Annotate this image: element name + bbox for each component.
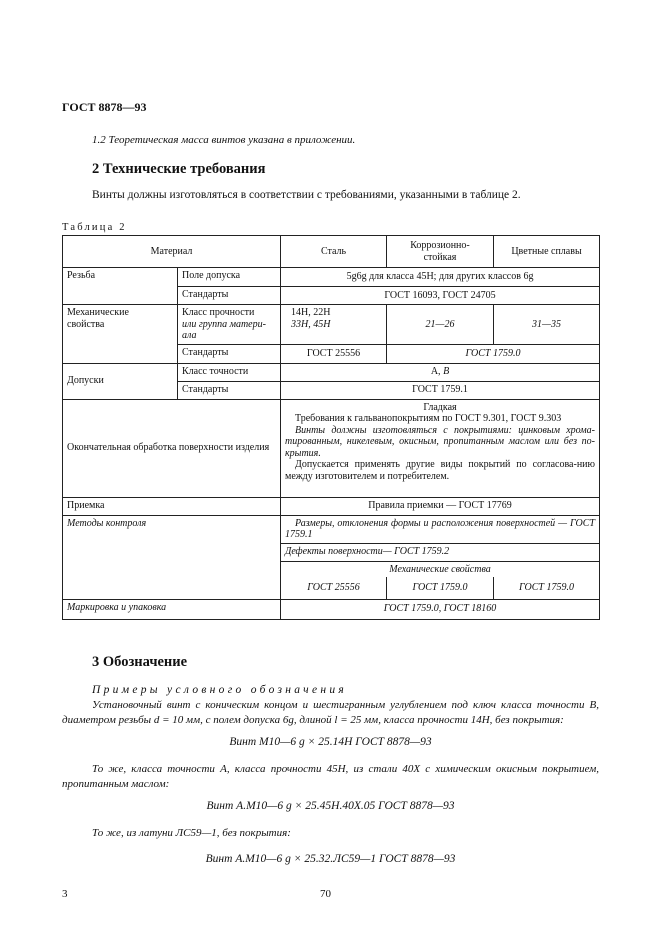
table-row: [63, 363, 600, 381]
thread-tolerance-value: 5g6g для класса 45H; для других классов 6g: [281, 268, 600, 287]
methods-mech-colored: ГОСТ 1759.0: [494, 577, 600, 599]
section-2-intro: Винты должны изготовляться в соответствии с требованиями, указанными в таблице 2.: [92, 189, 521, 201]
example-2-text: То же, класса точности A, класса прочности 45H, из стали 40X с химическим окисным покрытием, пропитанным маслом:: [62, 763, 599, 790]
accuracy-b: B: [443, 366, 450, 378]
head-corrosion: [387, 236, 494, 268]
example-3-formula: Винт A.M10—6 g × 25.32.ЛС59—1 ГОСТ 8878—93: [205, 853, 456, 865]
finish-p2: Винты должны изготовляться с покрытиями: цинковым хрома-тированным, никелевым, окисным, пропитанным маслом или без по-крытия.: [285, 424, 595, 459]
example-1-text: Установочный винт с коническим концом и шестигранным углублением под ключ класса точности B, диаметром резьбы d = 10 мм, с полем допуска 6g, длиной l = 25 мм, класса прочности 14H, без покрытия:: [62, 699, 599, 726]
mass-note: 1.2 Теоретическая масса винтов указана в приложении.: [92, 134, 356, 146]
mech-standards-steel: ГОСТ 25556: [281, 344, 387, 363]
mech-standards-label: Стандарты: [178, 344, 281, 363]
accuracy-a: A,: [430, 366, 441, 378]
mech-strength-line1: Класс прочности: [182, 307, 255, 318]
mech-steel-line1: 14H, 22H: [291, 307, 331, 318]
table-row: [63, 515, 600, 543]
document-header: ГОСТ 8878—93: [62, 100, 147, 114]
thread-label: Резьба: [63, 268, 178, 305]
example-2-formula: Винт A.M10—6 g × 25.45H.40X.05 ГОСТ 8878—93: [206, 800, 455, 812]
finish-value: [281, 399, 600, 497]
example-1-formula: Винт М10—6 g × 25.14H ГОСТ 8878—93: [229, 736, 432, 748]
mech-steel-value: [281, 305, 387, 345]
finish-p1: Требования к гальванопокрытиям по ГОСТ 9.301, ГОСТ 9.303: [295, 413, 562, 424]
mech-strength-line3: ала: [182, 330, 197, 341]
table-row: [63, 399, 600, 497]
tolerances-standards-value: ГОСТ 1759.1: [281, 381, 600, 399]
table-row: [63, 599, 600, 619]
tolerances-standards-label: Стандарты: [178, 381, 281, 399]
methods-defects: Дефекты поверхности— ГОСТ 1759.2: [281, 543, 600, 561]
head-material: Материал: [63, 236, 281, 268]
marking-label: Маркировка и упаковка: [63, 599, 281, 619]
finish-p3: Допускается применять другие виды покрытий по согласова-нию между изготовителем и потребителем.: [285, 459, 595, 482]
mech-label-line2: свойства: [67, 318, 105, 330]
acceptance-value: Правила приемки — ГОСТ 17769: [281, 497, 600, 515]
finish-smooth: Гладкая: [423, 401, 457, 413]
requirements-table: [62, 235, 600, 620]
thread-standards-value: ГОСТ 16093, ГОСТ 24705: [281, 287, 600, 305]
page-number-left: 3: [62, 888, 68, 900]
methods-dims: [281, 515, 600, 543]
section-3-title: 3 Обозначение: [92, 654, 188, 670]
head-steel: Сталь: [281, 236, 387, 268]
thread-standards-label: Стандарты: [178, 287, 281, 305]
mech-steel-line2: 33H, 45H: [291, 318, 331, 330]
methods-dims-text: Размеры, отклонения формы и расположения поверхностей — ГОСТ 1759.1: [285, 517, 595, 540]
section-2-title: 2 Технические требования: [92, 161, 266, 177]
mech-strength-line2: или группа матери-: [182, 318, 266, 330]
acceptance-label: Приемка: [63, 497, 281, 515]
methods-mech-corrosion: ГОСТ 1759.0: [387, 577, 494, 599]
accuracy-label: Класс точности: [178, 363, 281, 381]
table-caption: Таблица 2: [62, 222, 127, 233]
table-row: [63, 497, 600, 515]
methods-label: Методы контроля: [63, 515, 281, 599]
mech-label: [63, 305, 178, 364]
mech-corrosion-value: 21—26: [387, 305, 494, 345]
methods-mech-steel: ГОСТ 25556: [281, 577, 387, 599]
head-corrosion-line2: стойкая: [423, 251, 457, 263]
table-row: [63, 305, 600, 345]
mech-colored-value: 31—35: [494, 305, 600, 345]
table-row: [63, 268, 600, 287]
methods-mech-title: Механические свойства: [281, 561, 600, 577]
head-corrosion-line1: Коррозионно-: [410, 240, 470, 251]
example-3-text: То же, из латуни ЛС59—1, без покрытия:: [92, 827, 291, 839]
accuracy-value: [281, 363, 600, 381]
examples-heading: Примеры условного обозначения: [92, 684, 348, 696]
page-number-center: 70: [320, 888, 331, 900]
tolerances-label: Допуски: [63, 363, 178, 399]
mech-standards-other: ГОСТ 1759.0: [387, 344, 600, 363]
head-colored: Цветные сплавы: [494, 236, 600, 268]
mech-strength-label: [178, 305, 281, 345]
table-head-row: [63, 236, 600, 268]
mech-label-line1: Механические: [67, 307, 129, 318]
finish-label: Окончательная обработка поверхности изделия: [63, 399, 281, 497]
marking-value: ГОСТ 1759.0, ГОСТ 18160: [281, 599, 600, 619]
thread-tolerance-label: Поле допуска: [178, 268, 281, 287]
